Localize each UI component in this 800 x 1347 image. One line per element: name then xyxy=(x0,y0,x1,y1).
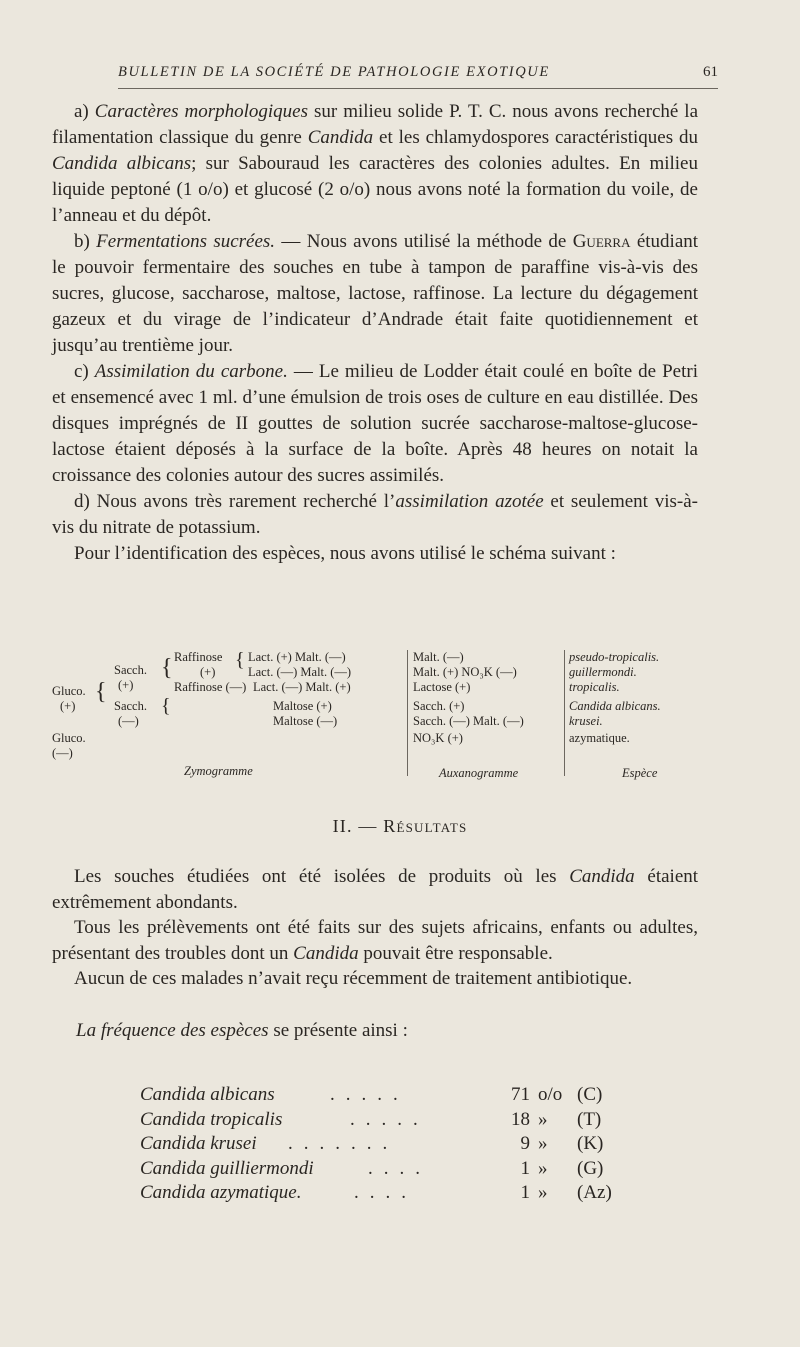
scheme-lact-row-2: Lact. (—) Malt. (—) xyxy=(248,665,352,679)
leader-dots: .... xyxy=(354,1182,417,1203)
scheme-sacch-negative: Sacch. xyxy=(114,699,147,713)
scheme-species-1: pseudo-tropicalis. xyxy=(569,650,660,664)
results-paragraph-1: Les souches étudiées ont été isolées de produits où les Candida étaient extrêmement abondants. xyxy=(52,866,699,913)
list-item xyxy=(140,1182,660,1207)
species-code: (T) xyxy=(577,1108,602,1130)
scheme-sacch-positive-sign: (+) xyxy=(118,678,134,692)
leader-dots: ..... xyxy=(330,1084,409,1105)
paragraph-d: d) Nous avons très rarement recherché l’assimilation azotée et seulement vis-à-vis du nitrate de potassium. xyxy=(52,491,699,538)
brace-raffinose: { xyxy=(235,649,245,671)
species-unit: o/o xyxy=(538,1084,563,1105)
heading-nitrogen: assimilation azotée xyxy=(395,491,544,512)
species-code: (Az) xyxy=(577,1182,612,1203)
leader-dots: ..... xyxy=(350,1108,429,1130)
section-title: Résultats xyxy=(383,816,468,836)
species-unit: » xyxy=(538,1133,548,1154)
scheme-sacch-negative-sign: (—) xyxy=(118,714,139,728)
scheme-auxano-2: Malt. (+) NO₃K (—) xyxy=(413,665,517,679)
leader-dots: .... xyxy=(368,1157,431,1179)
scheme-divider-2 xyxy=(564,650,565,776)
list-item xyxy=(140,1084,660,1109)
brace-sacch-negative: { xyxy=(161,695,171,717)
scheme-species-3: tropicalis. xyxy=(569,680,620,694)
species-code: (K) xyxy=(577,1133,604,1154)
scheme-auxano-1: Malt. (—) xyxy=(413,650,464,664)
scheme-lact-row-3: Lact. (—) Malt. (+) xyxy=(253,680,351,694)
species-code: (C) xyxy=(577,1084,603,1105)
scheme-maltose-positive: Maltose (+) xyxy=(273,699,332,713)
heading-fermentation: Fermentations sucrées. xyxy=(96,231,276,252)
species-value: 9 xyxy=(520,1133,530,1154)
scheme-species-2: guillermondi. xyxy=(569,665,637,679)
brace-sacch-positive: { xyxy=(161,655,173,681)
species-name: Candida krusei xyxy=(140,1133,257,1154)
scheme-species-5: krusei. xyxy=(569,714,603,728)
species-unit: » xyxy=(538,1108,548,1130)
journal-title: BULLETIN DE LA SOCIÉTÉ DE PATHOLOGIE EXOTIQUE xyxy=(118,64,550,80)
brace-gluco: { xyxy=(95,679,107,705)
scheme-maltose-negative: Maltose (—) xyxy=(273,714,338,728)
results-paragraph-3: Aucun de ces malades n’avait reçu récemment de traitement antibiotique. xyxy=(74,968,633,989)
running-header xyxy=(118,60,718,86)
scheme-species-4: Candida albicans. xyxy=(569,699,661,713)
scheme-raffinose-negative: Raffinose (—) xyxy=(174,680,247,694)
list-item xyxy=(140,1133,660,1158)
caption-zymogramme: Zymogramme xyxy=(184,764,253,778)
species-name: Candida albicans xyxy=(140,1084,275,1105)
scheme-divider-1 xyxy=(407,650,408,776)
frequency-intro: La fréquence des espèces se présente ainsi : xyxy=(76,1020,408,1041)
species-frequency-list xyxy=(140,1084,660,1207)
header-rule xyxy=(118,88,718,89)
species-code: (G) xyxy=(577,1157,604,1179)
results-text xyxy=(52,864,698,992)
caption-auxanogramme: Auxanogramme xyxy=(439,766,519,780)
page-number: 61 xyxy=(703,64,718,80)
results-paragraph-2: Tous les prélèvements ont été faits sur des sujets africains, enfants ou adultes, présentant des troubles dont un Candida pouvait être responsable. xyxy=(52,917,698,964)
species-value: 18 xyxy=(511,1108,530,1130)
scheme-gluco-positive-sign: (+) xyxy=(60,699,76,713)
paragraph-a: a) Caractères morphologiques sur milieu solide P. T. C. nous avons recherché la filamentation classique du genre Candida et les chlamydospores caractéristiques du Candida albicans; sur Sabouraud les caractères des colonies adultes. En milieu liquide peptoné (1 o/o) et glucosé (2 o/o) nous avons noté la formation du voile, de l’anneau et du dépôt. xyxy=(52,101,699,226)
paragraph-e: Pour l’identification des espèces, nous avons utilisé le schéma suivant : xyxy=(74,543,616,564)
caption-espece: Espèce xyxy=(622,766,658,780)
scheme-sacch-positive: Sacch. xyxy=(114,663,147,677)
author-name: Guerra xyxy=(572,231,631,252)
list-item xyxy=(140,1109,660,1134)
scheme-auxano-6: NO₃K (+) xyxy=(413,731,463,745)
scheme-auxano-5: Sacch. (—) Malt. (—) xyxy=(413,714,524,728)
scheme-raffinose-positive-sign: (+) xyxy=(200,665,216,679)
methods-text xyxy=(52,99,698,567)
species-unit: » xyxy=(538,1157,548,1179)
identification-scheme xyxy=(52,650,712,782)
species-value: 1 xyxy=(520,1157,530,1179)
scheme-gluco-negative-sign: (—) xyxy=(52,746,73,760)
scheme-lact-row-1: Lact. (+) Malt. (—) xyxy=(248,650,346,664)
species-name: Candida guilliermondi xyxy=(140,1157,314,1179)
leader-dots: ....... xyxy=(288,1133,399,1154)
list-item xyxy=(140,1158,660,1183)
species-value: 1 xyxy=(520,1182,530,1203)
scheme-raffinose-positive: Raffinose xyxy=(174,650,223,664)
heading-morphology: Caractères morphologiques xyxy=(94,101,308,122)
scheme-gluco-positive: Gluco. xyxy=(52,684,86,698)
scheme-species-6: azymatique. xyxy=(569,731,630,745)
section-heading: II. — Résultats xyxy=(332,816,468,836)
scheme-auxano-4: Sacch. (+) xyxy=(413,699,465,713)
species-name: Candida azymatique. xyxy=(140,1182,302,1203)
heading-carbon: Assimilation du carbone. xyxy=(94,361,288,382)
species-unit: » xyxy=(538,1182,548,1203)
paragraph-c: c) Assimilation du carbone. — Le milieu de Lodder était coulé en boîte de Petri et ensemencé avec 1 ml. d’une émulsion de trois oses de culture en eau distillée. Des disques imprégnés de II gouttes de solution sucrée saccharose-maltose-glucose-lactose étaient déposés à la surface de la boîte. Après 48 heures on notait la croissance des colonies autour des sucres assimilés. xyxy=(52,361,698,486)
scheme-auxano-3: Lactose (+) xyxy=(413,680,471,694)
paragraph-b: b) Fermentations sucrées. — Nous avons utilisé la méthode de Guerra étudiant le pouvoir fermentaire des souches en tube à tampon de paraffine vis-à-vis des sucres, glucose, saccharose, maltose, lactose, raffinose. La lecture du dégagement gazeux et du virage de l’indicateur d’Andrade était faite quotidiennement et jusqu’au trentième jour. xyxy=(52,231,699,356)
species-name: Candida tropicalis xyxy=(140,1108,283,1130)
scheme-gluco-negative: Gluco. xyxy=(52,731,86,745)
species-value: 71 xyxy=(511,1084,530,1105)
